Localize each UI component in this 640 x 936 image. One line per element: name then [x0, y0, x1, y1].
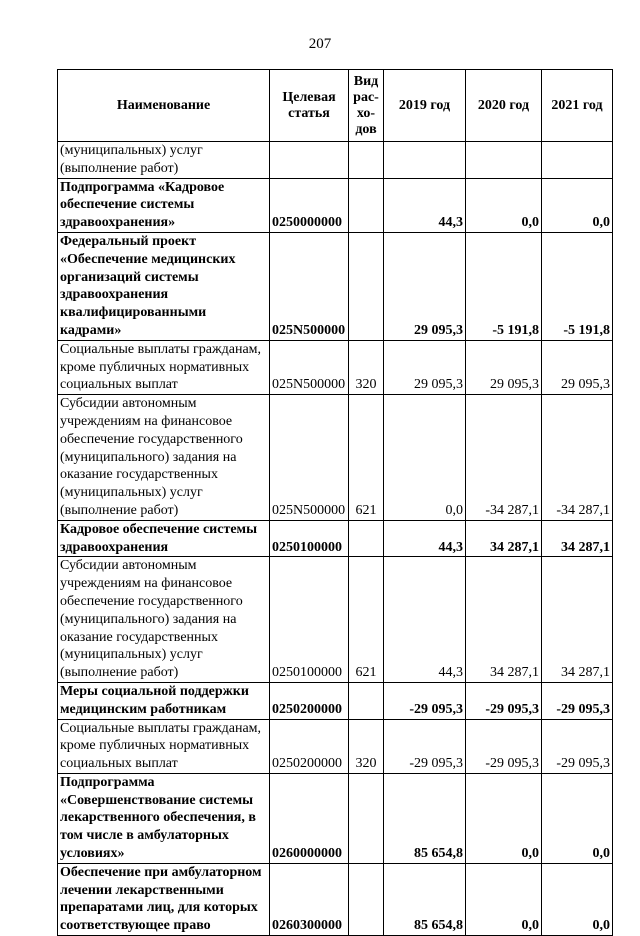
- cell-2020: 0,0: [466, 863, 542, 935]
- cell-expense-type: [349, 520, 384, 557]
- cell-2021: 34 287,1: [542, 557, 613, 683]
- table-header: [58, 70, 613, 142]
- table-row: [58, 520, 613, 557]
- cell-name: Меры социальной поддержки медицинским работникам: [58, 682, 270, 719]
- header-2021: 2021 год: [542, 70, 613, 142]
- cell-2020: -5 191,8: [466, 232, 542, 340]
- cell-2020: 34 287,1: [466, 557, 542, 683]
- page-number: 207: [308, 36, 332, 52]
- cell-2021: 0,0: [542, 773, 613, 863]
- cell-expense-type: [349, 682, 384, 719]
- table-row: [58, 142, 613, 179]
- cell-target-code: 0250000000: [270, 178, 349, 232]
- cell-name: (муниципальных) услуг (выполнение работ): [58, 142, 270, 179]
- cell-name: Субсидии автономным учреждениям на финансовое обеспечение государственного (муниципального) задания на оказание государственных (муниципальных) услуг (выполнение работ): [58, 395, 270, 521]
- cell-target-code: 0250100000: [270, 557, 349, 683]
- cell-expense-type: 320: [349, 340, 384, 394]
- cell-target-code: 025N500000: [270, 340, 349, 394]
- cell-2020: -29 095,3: [466, 682, 542, 719]
- cell-name: Подпрограмма «Совершенствование системы лекарственного обеспечения, в том числе в амбулаторных условиях»: [58, 773, 270, 863]
- cell-name: Субсидии автономным учреждениям на финансовое обеспечение государственного (муниципального) задания на оказание государственных (муниципальных) услуг (выполнение работ): [58, 557, 270, 683]
- cell-target-code: 025N500000: [270, 395, 349, 521]
- cell-2020: -29 095,3: [466, 719, 542, 773]
- cell-name: Федеральный проект «Обеспечение медицинских организаций системы здравоохранения квалифицированными кадрами»: [58, 232, 270, 340]
- cell-2019: 44,3: [384, 557, 466, 683]
- table-row: [58, 178, 613, 232]
- cell-target-code: 0260300000: [270, 863, 349, 935]
- cell-2021: 0,0: [542, 863, 613, 935]
- table-row: [58, 340, 613, 394]
- cell-2021: 29 095,3: [542, 340, 613, 394]
- cell-expense-type: [349, 773, 384, 863]
- header-2020: 2020 год: [466, 70, 542, 142]
- cell-2019: 29 095,3: [384, 340, 466, 394]
- cell-2020: 29 095,3: [466, 340, 542, 394]
- cell-expense-type: 621: [349, 557, 384, 683]
- cell-2021: -5 191,8: [542, 232, 613, 340]
- cell-2021: -34 287,1: [542, 395, 613, 521]
- cell-2019: 85 654,8: [384, 863, 466, 935]
- cell-name: Кадровое обеспечение системы здравоохранения: [58, 520, 270, 557]
- cell-name: Социальные выплаты гражданам, кроме публичных нормативных социальных выплат: [58, 719, 270, 773]
- cell-2020: [466, 142, 542, 179]
- cell-target-code: 025N500000: [270, 232, 349, 340]
- cell-2021: 0,0: [542, 178, 613, 232]
- cell-target-code: 0260000000: [270, 773, 349, 863]
- cell-target-code: [270, 142, 349, 179]
- cell-2019: 29 095,3: [384, 232, 466, 340]
- budget-table: [57, 69, 613, 936]
- cell-target-code: 0250100000: [270, 520, 349, 557]
- header-row: [58, 70, 613, 142]
- header-name: Наименование: [58, 70, 270, 142]
- cell-2021: -29 095,3: [542, 719, 613, 773]
- cell-2021: -29 095,3: [542, 682, 613, 719]
- cell-2020: -34 287,1: [466, 395, 542, 521]
- cell-target-code: 0250200000: [270, 719, 349, 773]
- cell-2021: 34 287,1: [542, 520, 613, 557]
- header-2019: 2019 год: [384, 70, 466, 142]
- table-row: [58, 863, 613, 935]
- table-row: [58, 557, 613, 683]
- cell-name: Социальные выплаты гражданам, кроме публичных нормативных социальных выплат: [58, 340, 270, 394]
- cell-expense-type: [349, 142, 384, 179]
- cell-2020: 34 287,1: [466, 520, 542, 557]
- table-row: [58, 232, 613, 340]
- cell-2020: 0,0: [466, 178, 542, 232]
- cell-2021: [542, 142, 613, 179]
- header-vid: Вид рас-хо-дов: [349, 70, 384, 142]
- table-body: [58, 142, 613, 936]
- table-row: [58, 719, 613, 773]
- cell-expense-type: [349, 178, 384, 232]
- cell-expense-type: 621: [349, 395, 384, 521]
- cell-2019: 85 654,8: [384, 773, 466, 863]
- cell-2019: [384, 142, 466, 179]
- cell-2019: -29 095,3: [384, 719, 466, 773]
- cell-expense-type: [349, 232, 384, 340]
- cell-2019: 44,3: [384, 178, 466, 232]
- table-row: [58, 773, 613, 863]
- table-row: [58, 395, 613, 521]
- cell-2020: 0,0: [466, 773, 542, 863]
- cell-expense-type: 320: [349, 719, 384, 773]
- cell-name: Обеспечение при амбулаторном лечении лекарственными препаратами лиц, для которых соответствующее право: [58, 863, 270, 935]
- cell-2019: 44,3: [384, 520, 466, 557]
- cell-expense-type: [349, 863, 384, 935]
- cell-target-code: 0250200000: [270, 682, 349, 719]
- cell-name: Подпрограмма «Кадровое обеспечение системы здравоохранения»: [58, 178, 270, 232]
- table-row: [58, 682, 613, 719]
- header-code: Целевая статья: [270, 70, 349, 142]
- cell-2019: 0,0: [384, 395, 466, 521]
- cell-2019: -29 095,3: [384, 682, 466, 719]
